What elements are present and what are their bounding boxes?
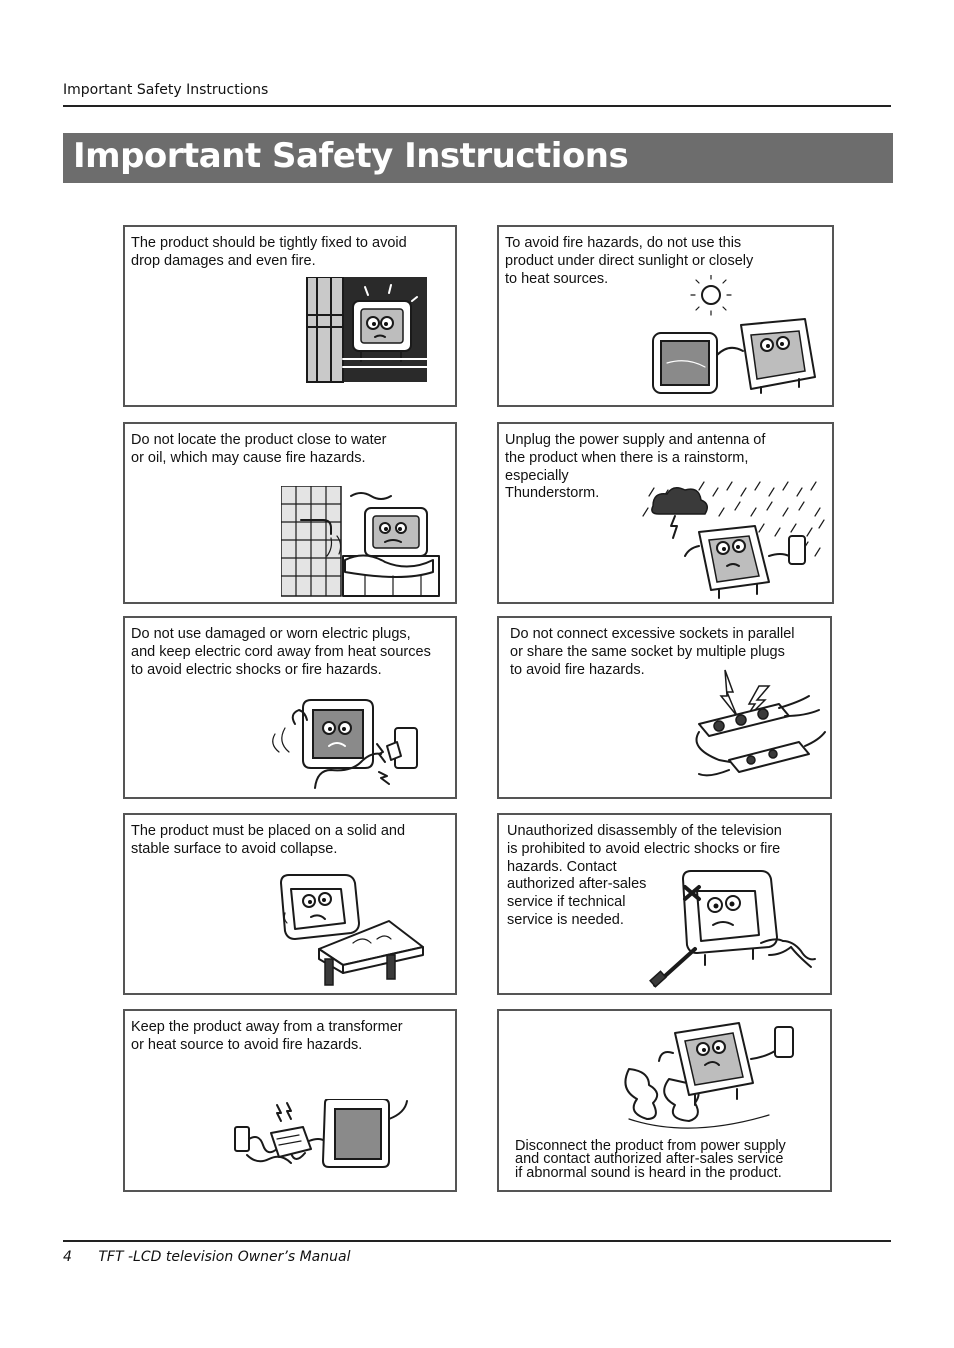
manual-title: TFT -LCD television Owner’s Manual xyxy=(98,1249,351,1265)
panel-text: Do not connect excessive sockets in parallel or share the same socket by multiple plugs to avoid fire hazards. xyxy=(510,626,795,678)
panel-text: Unauthorized disassembly of the television is prohibited to avoid electric shocks or fire hazards. Contact authorized after-sales service if technical service is needed. xyxy=(507,823,782,928)
panel-no-disassembly xyxy=(497,813,832,995)
panel-thunderstorm xyxy=(497,422,834,604)
title-bar xyxy=(63,133,893,183)
panel-text: To avoid fire hazards, do not use this product under direct sunlight or closely to heat sources. xyxy=(505,235,754,287)
page-title: Important Safety Instructions xyxy=(73,136,629,176)
running-header: Important Safety Instructions xyxy=(63,82,269,98)
panel-text: Unplug the power supply and antenna of the product when there is a rainstorm, especially Thunderstorm. xyxy=(505,432,766,502)
overloaded-sockets-illustration xyxy=(689,666,829,786)
panel-text: Do not use damaged or worn electric plugs, and keep electric cord away from heat sources to avoid electric shocks or fire hazards. xyxy=(131,626,431,678)
panel-avoid-heat xyxy=(497,225,834,407)
panel-excessive-sockets xyxy=(497,616,832,799)
transformer-tv-illustration xyxy=(231,1099,421,1179)
damaged-plug-illustration xyxy=(267,694,437,794)
sun-heater-tv-illustration xyxy=(649,275,829,395)
panel-stable-surface xyxy=(123,813,457,995)
panel-avoid-water xyxy=(123,422,457,604)
panel-abnormal-sound xyxy=(497,1009,832,1192)
abnormal-sound-tv-illustration xyxy=(609,1019,809,1129)
footer xyxy=(63,1249,350,1265)
panel-text: The product must be placed on a solid and stable surface to avoid collapse. xyxy=(131,823,406,857)
tv-near-water-illustration xyxy=(281,486,441,598)
tv-on-table-illustration xyxy=(273,869,443,989)
tv-on-shelf-illustration xyxy=(305,277,435,389)
page-number: 4 xyxy=(63,1249,72,1265)
thunderstorm-tv-illustration xyxy=(639,476,829,601)
panel-transformer xyxy=(123,1009,457,1192)
panel-text: Disconnect the product from power supply and contact authorized after-sales service if abnormal sound is heard in the product. xyxy=(515,1137,786,1181)
panel-text: Do not locate the product close to water or oil, which may cause fire hazards. xyxy=(131,432,387,466)
disassembly-tools-illustration xyxy=(649,869,829,991)
panel-text: The product should be tightly fixed to avoid drop damages and even fire. xyxy=(131,235,407,269)
header-rule xyxy=(63,105,891,107)
panel-damaged-plugs xyxy=(123,616,457,799)
panel-fix-product xyxy=(123,225,457,407)
footer-rule xyxy=(63,1240,891,1242)
panel-text: Keep the product away from a transformer or heat source to avoid fire hazards. xyxy=(131,1019,403,1053)
